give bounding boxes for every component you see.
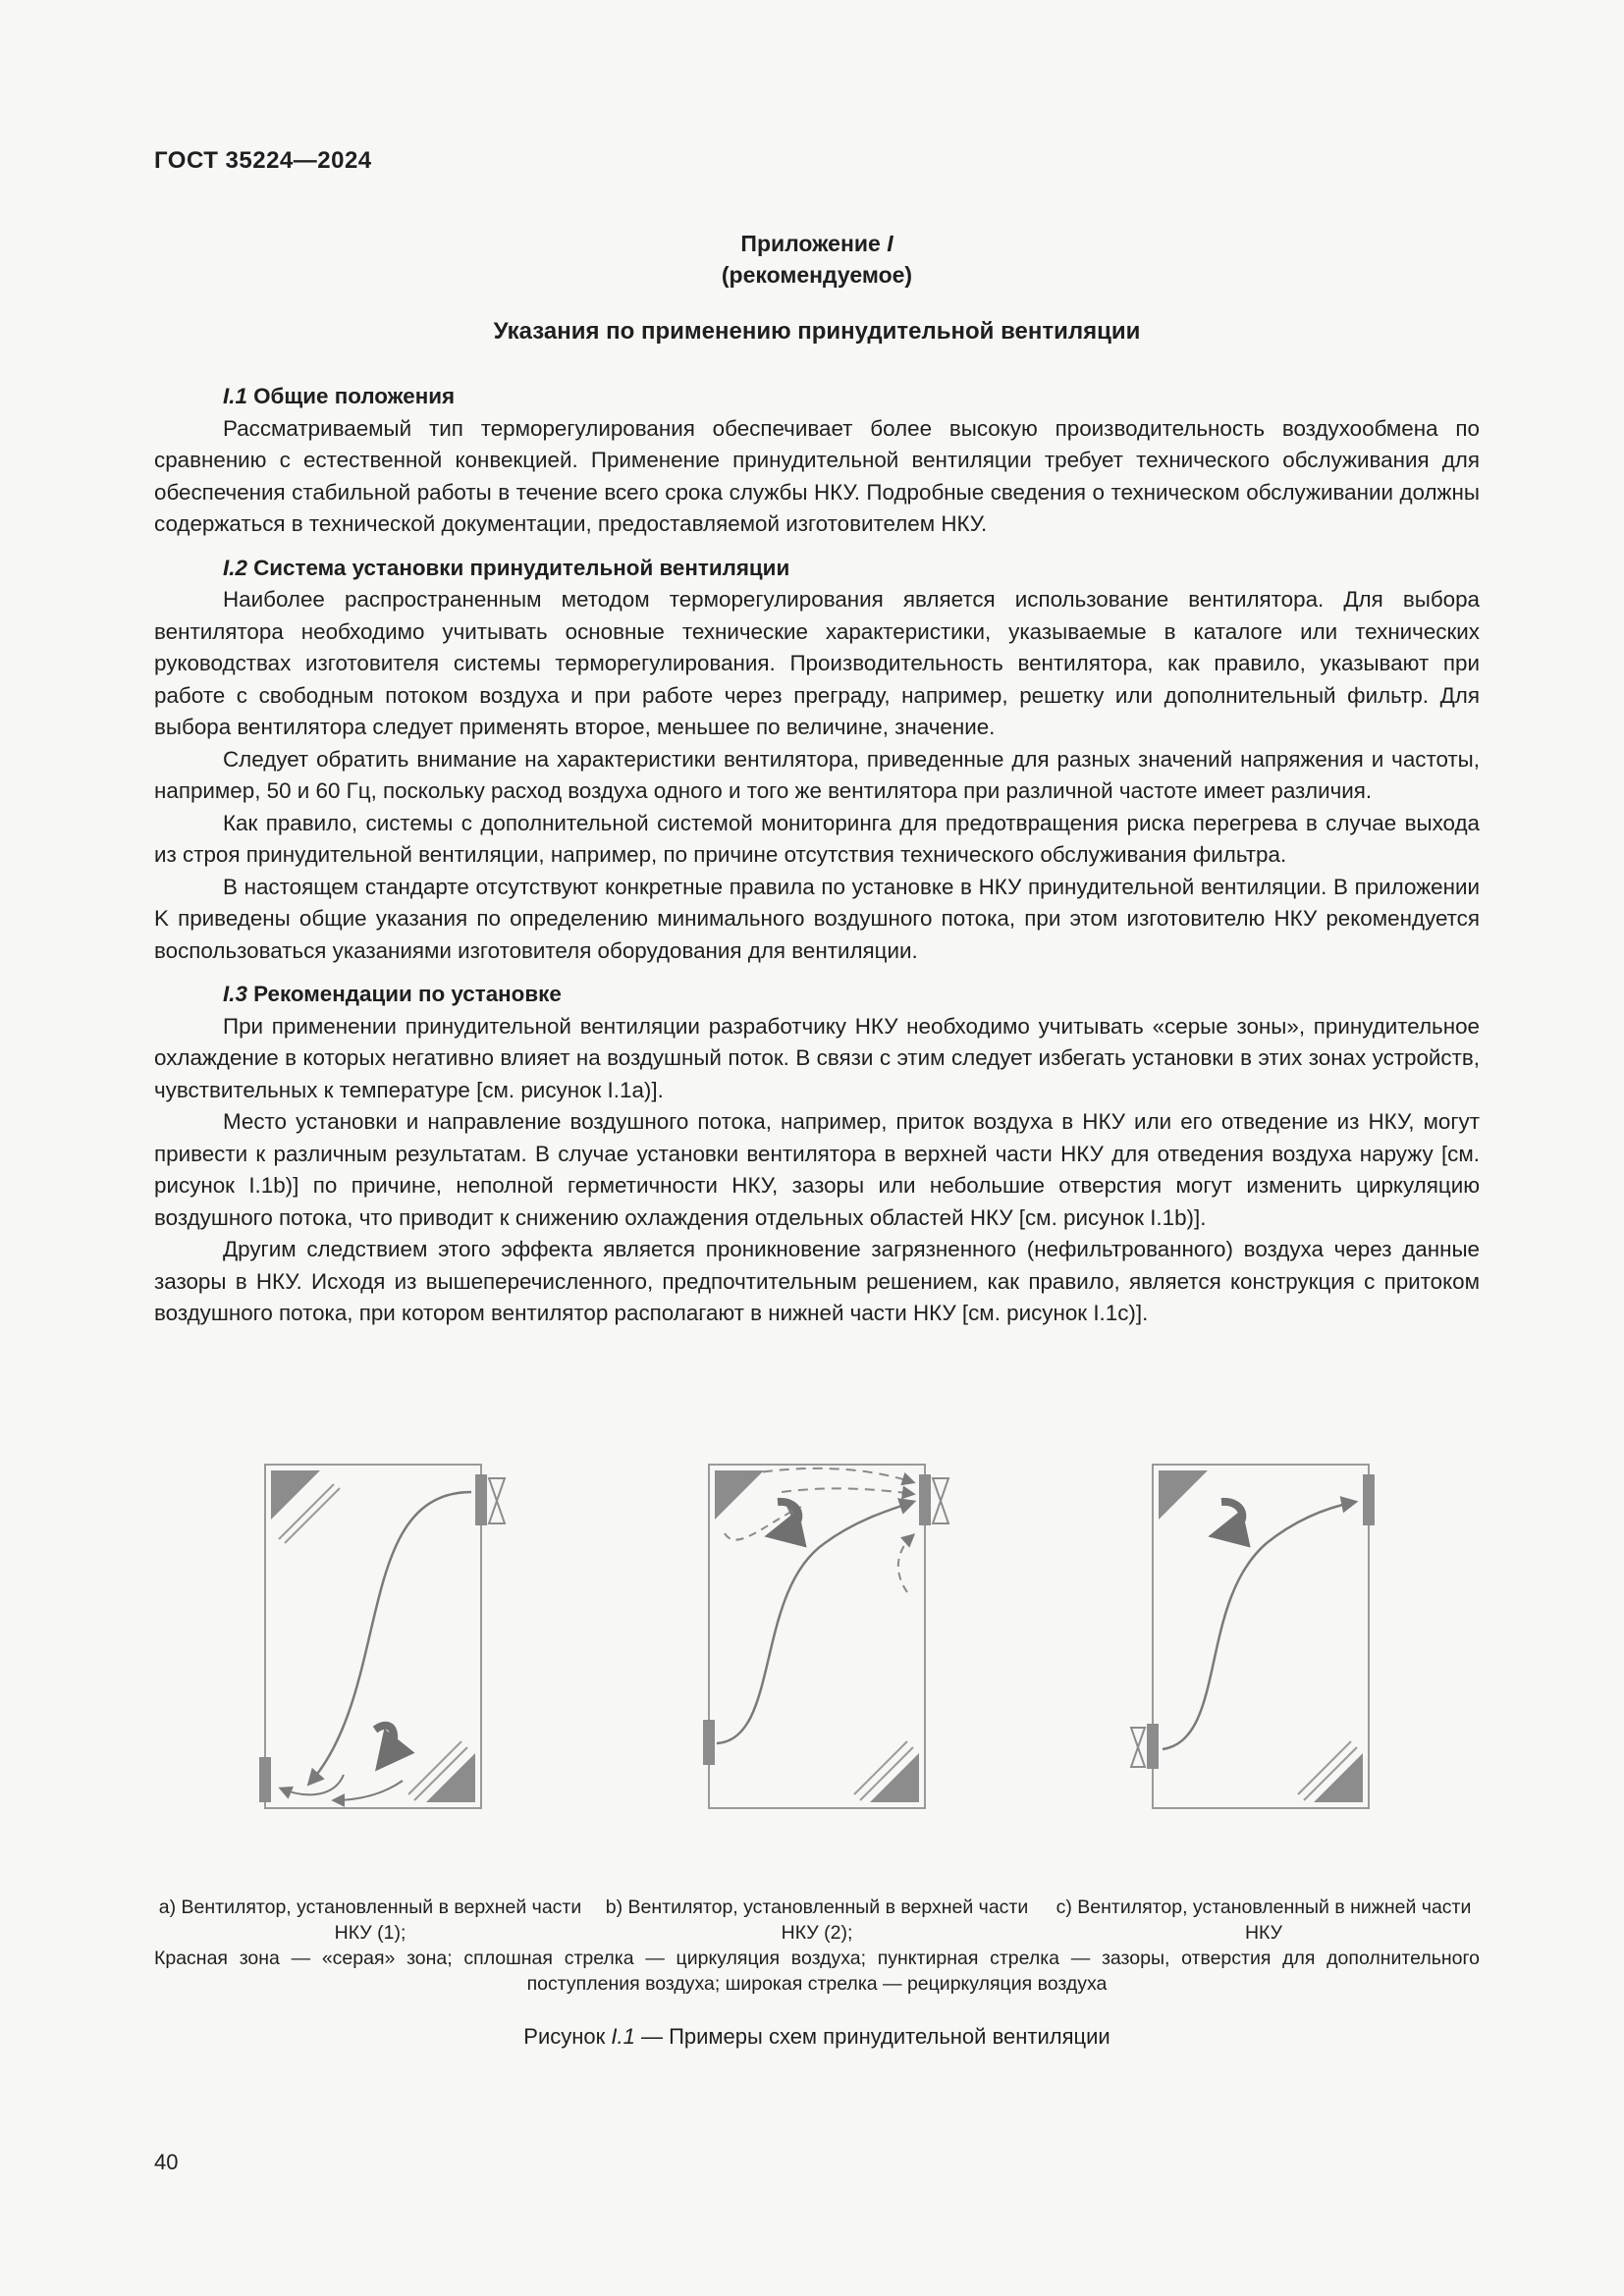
caption-b: b) Вентилятор, установленный в верхней части НКУ (2); [605, 1896, 1029, 1944]
grey-zone-top-left [715, 1470, 764, 1520]
section-number: I.2 [223, 555, 247, 580]
panel-a [259, 1465, 505, 1808]
circulation-arrow [717, 1502, 913, 1743]
section-title: Общие положения [246, 384, 456, 408]
circulation-arrow [1163, 1502, 1355, 1749]
recirculation-arrow [778, 1502, 798, 1533]
fan-icon [1131, 1728, 1145, 1767]
fan-top-outlet [1363, 1474, 1375, 1525]
grey-zone-bottom-right [426, 1753, 475, 1802]
fan-bottom [1147, 1724, 1159, 1769]
figure-legend: Красная зона — «серая» зона; сплошная стрелка — циркуляция воздуха; пунктирная стрелка — зазоры, отверстия для дополнительного поступления воздуха; широкая стрелка — рециркуляция воздуха [154, 1948, 1480, 1995]
figure-title [154, 2024, 1480, 2050]
page-number: 40 [154, 2150, 179, 2174]
annex-letter: I [887, 231, 893, 256]
figure-number: I.1 [611, 2024, 635, 2049]
paragraph: Наиболее распространенным методом терморегулирования является использование вентилятора. Для выбора вентилятора необходимо учитывать основные технические характеристики, указываемые в каталоге или технических руководствах изготовителя системы терморегулирования. Производительность вентилятора, как правило, указывают при работе с свободным потоком воздуха и при работе через преграду, например, решетку или дополнительный фильтр. Для выбора вентилятора следует применять второе, меньшее по величине, значение. [154, 587, 1480, 739]
standard-number: ГОСТ 35224—2024 [154, 147, 372, 174]
paragraph: При применении принудительной вентиляции разработчику НКУ необходимо учитывать «серые зоны», принудительное охлаждение в которых негативно влияет на воздушный поток. В связи с этим следует избегать установки в этих зонах устройств, чувствительных к температуре [см. рисунок I.1a)]. [154, 1013, 1480, 1102]
figure-title-prefix: Рисунок [523, 2024, 612, 2049]
recirculation-arrow [1221, 1502, 1242, 1533]
grey-zone-top-left [271, 1470, 320, 1520]
document-body [154, 381, 1480, 1330]
section-title: Рекомендации по установке [246, 982, 562, 1006]
paragraph: Рассматриваемый тип терморегулирования обеспечивает более высокую производительность воздухообмена по сравнению с естественной конвекцией. Применение принудительной вентиляции требует технического обслуживания для обеспечения стабильной работы в течение всего срока службы НКУ. Подробные сведения о техническом обслуживании должны содержаться в технической документации, предоставляемой изготовителем НКУ. [154, 415, 1480, 536]
paragraph: В настоящем стандарте отсутствуют конкретные правила по установке в НКУ принудительной вентиляции. В приложении K приведены общие указания по определению минимального воздушного потока, при этом изготовителю НКУ рекомендуется воспользоваться указаниями изготовителя оборудования для вентиляции. [154, 874, 1480, 963]
gap-arrow-dashed [782, 1488, 913, 1494]
caption-a: а) Вентилятор, установленный в верхней части НКУ (1); [158, 1896, 582, 1944]
enclosure-frame [265, 1465, 481, 1808]
annex-title: Указания по применению принудительной вентиляции [493, 318, 1141, 345]
section-heading-i3 [154, 979, 1480, 1011]
fan-bottom [259, 1757, 271, 1802]
paragraph: Место установки и направление воздушного потока, например, приток воздуха в НКУ или его отведение из НКУ, могут привести к различным результатам. В случае установки вентилятора в верхней части НКУ для отведения воздуха наружу [см. рисунок I.1b)] по причине, неполной герметичности НКУ, зазоры или небольшие отверстия могут изменить циркуляцию воздушного потока, что приводит к снижению охлаждения отдельных областей НКУ [см. рисунок I.1b)]. [154, 1109, 1480, 1230]
circulation-arrow [334, 1781, 403, 1800]
figure-title-text: — Примеры схем принудительной вентиляции [634, 2024, 1110, 2049]
annex-heading [154, 228, 1480, 291]
ventilation-diagram [236, 1445, 1414, 1857]
grey-zone-bottom-right [1314, 1753, 1363, 1802]
grey-zone-bottom-right [870, 1753, 919, 1802]
fan-icon [489, 1478, 505, 1523]
panel-b [703, 1465, 948, 1808]
fan-top [475, 1474, 487, 1525]
caption-c: с) Вентилятор, установленный в нижней части НКУ [1056, 1896, 1472, 1944]
section-number: I.1 [223, 384, 247, 408]
section-heading-i1 [154, 381, 1480, 413]
fan-icon [933, 1478, 948, 1523]
grey-zone-top-left [1159, 1470, 1208, 1520]
circulation-arrow [281, 1775, 344, 1794]
paragraph: Как правило, системы с дополнительной системой мониторинга для предотвращения риска перегрева в случае выхода из строя принудительной вентиляции, например, по причине отсутствия технического обслуживания фильтра. [154, 810, 1480, 867]
gap-arrow-dashed [746, 1468, 913, 1482]
paragraph: Другим следствием этого эффекта является проникновение загрязненного (нефильтрованного) воздуха через данные зазоры в НКУ. Исходя из вышеперечисленного, предпочтительным решением, как правило, является конструкция с притоком воздушного потока, при котором вентилятор располагают в нижней части НКУ [см. рисунок I.1c)]. [154, 1237, 1480, 1325]
fan-bottom [703, 1720, 715, 1765]
paragraph: Следует обратить внимание на характеристики вентилятора, приведенные для разных значений напряжения и частоты, например, 50 и 60 Гц, поскольку расход воздуха одного и того же вентилятора при различной частоте имеет различия. [154, 746, 1480, 803]
panel-c [1131, 1465, 1375, 1808]
gap-arrow-dashed [898, 1535, 913, 1592]
figure-captions [154, 1895, 1480, 1997]
section-title: Система установки принудительной вентиляции [246, 555, 790, 580]
annex-status: (рекомендуемое) [721, 262, 913, 288]
section-number: I.3 [223, 982, 247, 1006]
annex-label: Приложение [740, 231, 881, 256]
section-heading-i2 [154, 553, 1480, 585]
gap-arrow-dashed [725, 1508, 799, 1540]
fan-top [919, 1474, 931, 1525]
recirculation-arrow [375, 1726, 394, 1759]
